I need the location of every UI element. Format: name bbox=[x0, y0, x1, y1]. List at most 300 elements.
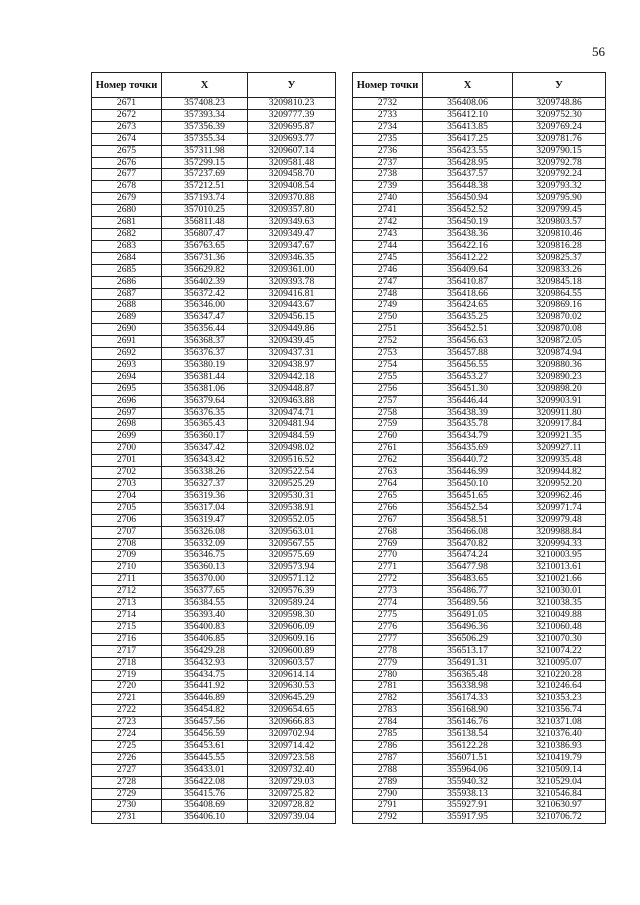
y-coordinate-cell: 3209349.63 bbox=[248, 217, 336, 229]
y-coordinate-cell: 3209725.82 bbox=[248, 788, 336, 800]
table-row bbox=[353, 609, 606, 621]
x-coordinate-cell: 356071.51 bbox=[423, 752, 513, 764]
y-coordinate-cell: 3209645.29 bbox=[248, 693, 336, 705]
point-number-cell: 2714 bbox=[92, 609, 162, 621]
x-coordinate-cell: 356347.47 bbox=[162, 312, 248, 324]
table-row bbox=[92, 217, 336, 229]
table-row bbox=[353, 395, 606, 407]
y-coordinate-cell: 3209935.48 bbox=[513, 455, 606, 467]
y-coordinate-cell: 3209603.57 bbox=[248, 657, 336, 669]
point-number-cell: 2706 bbox=[92, 514, 162, 526]
point-number-cell: 2695 bbox=[92, 383, 162, 395]
table-row bbox=[353, 252, 606, 264]
y-coordinate-cell: 3209890.23 bbox=[513, 371, 606, 383]
point-number-cell: 2737 bbox=[353, 157, 423, 169]
y-coordinate-cell: 3210038.35 bbox=[513, 598, 606, 610]
y-coordinate-cell: 3209666.83 bbox=[248, 717, 336, 729]
point-number-cell: 2738 bbox=[353, 169, 423, 181]
table-row bbox=[92, 502, 336, 514]
table-row bbox=[92, 752, 336, 764]
point-number-cell: 2761 bbox=[353, 443, 423, 455]
table-row bbox=[92, 395, 336, 407]
x-coordinate-cell: 356368.37 bbox=[162, 336, 248, 348]
point-number-cell: 2764 bbox=[353, 479, 423, 491]
point-number-cell: 2701 bbox=[92, 455, 162, 467]
y-coordinate-cell: 3209864.55 bbox=[513, 288, 606, 300]
y-coordinate-cell: 3209589.24 bbox=[248, 598, 336, 610]
y-coordinate-cell: 3209792.24 bbox=[513, 169, 606, 181]
y-coordinate-cell: 3209799.45 bbox=[513, 205, 606, 217]
table-row bbox=[92, 419, 336, 431]
y-coordinate-cell: 3209732.40 bbox=[248, 764, 336, 776]
x-coordinate-cell: 356456.59 bbox=[162, 729, 248, 741]
table-row bbox=[92, 598, 336, 610]
table-row bbox=[92, 729, 336, 741]
table-row bbox=[92, 407, 336, 419]
y-coordinate-cell: 3209408.54 bbox=[248, 181, 336, 193]
point-number-cell: 2715 bbox=[92, 621, 162, 633]
y-coordinate-cell: 3210371.08 bbox=[513, 717, 606, 729]
x-coordinate-cell: 357408.23 bbox=[162, 98, 248, 110]
x-coordinate-cell: 356629.82 bbox=[162, 264, 248, 276]
table-row bbox=[92, 455, 336, 467]
table-row bbox=[92, 443, 336, 455]
table-row bbox=[353, 562, 606, 574]
table-row bbox=[353, 800, 606, 812]
y-coordinate-cell: 3209449.86 bbox=[248, 324, 336, 336]
y-coordinate-cell: 3210070.30 bbox=[513, 633, 606, 645]
x-coordinate-cell: 356326.08 bbox=[162, 526, 248, 538]
x-coordinate-cell: 356452.54 bbox=[423, 502, 513, 514]
table-row bbox=[353, 98, 606, 110]
y-coordinate-cell: 3209563.01 bbox=[248, 526, 336, 538]
point-number-cell: 2742 bbox=[353, 217, 423, 229]
point-number-cell: 2749 bbox=[353, 300, 423, 312]
x-coordinate-cell: 356413.85 bbox=[423, 121, 513, 133]
x-coordinate-cell: 356338.98 bbox=[423, 681, 513, 693]
table-row bbox=[353, 752, 606, 764]
y-coordinate-cell: 3209463.88 bbox=[248, 395, 336, 407]
point-number-cell: 2682 bbox=[92, 228, 162, 240]
x-coordinate-cell: 356513.17 bbox=[423, 645, 513, 657]
x-coordinate-cell: 356422.16 bbox=[423, 240, 513, 252]
x-coordinate-cell: 356408.06 bbox=[423, 98, 513, 110]
point-number-cell: 2713 bbox=[92, 598, 162, 610]
point-number-cell: 2698 bbox=[92, 419, 162, 431]
point-number-cell: 2723 bbox=[92, 717, 162, 729]
x-coordinate-cell: 356370.00 bbox=[162, 574, 248, 586]
table-row bbox=[92, 371, 336, 383]
table-row bbox=[353, 490, 606, 502]
x-coordinate-cell: 356338.26 bbox=[162, 467, 248, 479]
point-number-cell: 2760 bbox=[353, 431, 423, 443]
table-row bbox=[92, 121, 336, 133]
table-row bbox=[353, 645, 606, 657]
table-row bbox=[92, 431, 336, 443]
y-coordinate-cell: 3210529.04 bbox=[513, 776, 606, 788]
table-row bbox=[353, 181, 606, 193]
point-number-cell: 2745 bbox=[353, 252, 423, 264]
x-coordinate-cell: 356452.51 bbox=[423, 324, 513, 336]
table-row bbox=[353, 705, 606, 717]
point-number-cell: 2789 bbox=[353, 776, 423, 788]
x-coordinate-cell: 356483.65 bbox=[423, 574, 513, 586]
point-number-cell: 2770 bbox=[353, 550, 423, 562]
table-row bbox=[353, 526, 606, 538]
point-number-cell: 2748 bbox=[353, 288, 423, 300]
header-y: У bbox=[513, 73, 606, 98]
x-coordinate-cell: 357299.15 bbox=[162, 157, 248, 169]
table-row bbox=[92, 228, 336, 240]
table-row bbox=[353, 228, 606, 240]
point-number-cell: 2729 bbox=[92, 788, 162, 800]
point-number-cell: 2756 bbox=[353, 383, 423, 395]
table-row bbox=[92, 693, 336, 705]
y-coordinate-cell: 3209481.94 bbox=[248, 419, 336, 431]
y-coordinate-cell: 3209607.14 bbox=[248, 145, 336, 157]
x-coordinate-cell: 356458.51 bbox=[423, 514, 513, 526]
table-row bbox=[353, 657, 606, 669]
point-number-cell: 2767 bbox=[353, 514, 423, 526]
y-coordinate-cell: 3209702.94 bbox=[248, 729, 336, 741]
table-row bbox=[353, 383, 606, 395]
point-number-cell: 2727 bbox=[92, 764, 162, 776]
table-row bbox=[353, 109, 606, 121]
x-coordinate-cell: 356450.94 bbox=[423, 193, 513, 205]
y-coordinate-cell: 3210246.64 bbox=[513, 681, 606, 693]
point-number-cell: 2763 bbox=[353, 467, 423, 479]
y-coordinate-cell: 3209609.16 bbox=[248, 633, 336, 645]
y-coordinate-cell: 3210356.74 bbox=[513, 705, 606, 717]
table-row bbox=[353, 586, 606, 598]
table-row bbox=[353, 598, 606, 610]
point-number-cell: 2705 bbox=[92, 502, 162, 514]
x-coordinate-cell: 355917.95 bbox=[423, 812, 513, 824]
y-coordinate-cell: 3209994.33 bbox=[513, 538, 606, 550]
x-coordinate-cell: 355927.91 bbox=[423, 800, 513, 812]
x-coordinate-cell: 356393.40 bbox=[162, 609, 248, 621]
table-row bbox=[353, 538, 606, 550]
point-number-cell: 2725 bbox=[92, 740, 162, 752]
table-row bbox=[92, 157, 336, 169]
x-coordinate-cell: 356409.64 bbox=[423, 264, 513, 276]
x-coordinate-cell: 356491.31 bbox=[423, 657, 513, 669]
y-coordinate-cell: 3209903.91 bbox=[513, 395, 606, 407]
table-row bbox=[92, 312, 336, 324]
point-number-cell: 2768 bbox=[353, 526, 423, 538]
y-coordinate-cell: 3209870.08 bbox=[513, 324, 606, 336]
point-number-cell: 2678 bbox=[92, 181, 162, 193]
table-row bbox=[92, 526, 336, 538]
table-row bbox=[92, 514, 336, 526]
x-coordinate-cell: 356346.75 bbox=[162, 550, 248, 562]
point-number-cell: 2755 bbox=[353, 371, 423, 383]
x-coordinate-cell: 357212.51 bbox=[162, 181, 248, 193]
x-coordinate-cell: 356457.56 bbox=[162, 717, 248, 729]
y-coordinate-cell: 3209979.48 bbox=[513, 514, 606, 526]
y-coordinate-cell: 3209790.15 bbox=[513, 145, 606, 157]
x-coordinate-cell: 356429.28 bbox=[162, 645, 248, 657]
table-row bbox=[353, 193, 606, 205]
point-number-cell: 2711 bbox=[92, 574, 162, 586]
y-coordinate-cell: 3209870.02 bbox=[513, 312, 606, 324]
point-number-cell: 2730 bbox=[92, 800, 162, 812]
point-number-cell: 2792 bbox=[353, 812, 423, 824]
table-row bbox=[353, 669, 606, 681]
y-coordinate-cell: 3210546.84 bbox=[513, 788, 606, 800]
y-coordinate-cell: 3209567.55 bbox=[248, 538, 336, 550]
point-number-cell: 2671 bbox=[92, 98, 162, 110]
y-coordinate-cell: 3209803.57 bbox=[513, 217, 606, 229]
table-row bbox=[92, 681, 336, 693]
y-coordinate-cell: 3209552.05 bbox=[248, 514, 336, 526]
point-number-cell: 2689 bbox=[92, 312, 162, 324]
y-coordinate-cell: 3210074.22 bbox=[513, 645, 606, 657]
y-coordinate-cell: 3209598.30 bbox=[248, 609, 336, 621]
y-coordinate-cell: 3209898.20 bbox=[513, 383, 606, 395]
point-number-cell: 2786 bbox=[353, 740, 423, 752]
point-number-cell: 2704 bbox=[92, 490, 162, 502]
y-coordinate-cell: 3209728.82 bbox=[248, 800, 336, 812]
point-number-cell: 2699 bbox=[92, 431, 162, 443]
y-coordinate-cell: 3209872.05 bbox=[513, 336, 606, 348]
y-coordinate-cell: 3209845.18 bbox=[513, 276, 606, 288]
point-number-cell: 2780 bbox=[353, 669, 423, 681]
x-coordinate-cell: 357193.74 bbox=[162, 193, 248, 205]
table-row bbox=[92, 633, 336, 645]
point-number-cell: 2722 bbox=[92, 705, 162, 717]
y-coordinate-cell: 3209693.77 bbox=[248, 133, 336, 145]
y-coordinate-cell: 3209357.80 bbox=[248, 205, 336, 217]
x-coordinate-cell: 355938.13 bbox=[423, 788, 513, 800]
y-coordinate-cell: 3209614.14 bbox=[248, 669, 336, 681]
point-number-cell: 2702 bbox=[92, 467, 162, 479]
x-coordinate-cell: 356434.75 bbox=[162, 669, 248, 681]
point-number-cell: 2719 bbox=[92, 669, 162, 681]
point-number-cell: 2778 bbox=[353, 645, 423, 657]
y-coordinate-cell: 3209442.18 bbox=[248, 371, 336, 383]
y-coordinate-cell: 3209810.46 bbox=[513, 228, 606, 240]
x-coordinate-cell: 356453.27 bbox=[423, 371, 513, 383]
table-row bbox=[92, 264, 336, 276]
point-number-cell: 2710 bbox=[92, 562, 162, 574]
x-coordinate-cell: 356506.29 bbox=[423, 633, 513, 645]
y-coordinate-cell: 3209781.76 bbox=[513, 133, 606, 145]
y-coordinate-cell: 3209874.94 bbox=[513, 348, 606, 360]
x-coordinate-cell: 357237.69 bbox=[162, 169, 248, 181]
y-coordinate-cell: 3209439.45 bbox=[248, 336, 336, 348]
y-coordinate-cell: 3209793.32 bbox=[513, 181, 606, 193]
table-row bbox=[92, 550, 336, 562]
point-number-cell: 2679 bbox=[92, 193, 162, 205]
table-row bbox=[353, 276, 606, 288]
y-coordinate-cell: 3209443.67 bbox=[248, 300, 336, 312]
coordinates-table-right bbox=[352, 72, 606, 824]
table-row bbox=[353, 467, 606, 479]
y-coordinate-cell: 3209347.67 bbox=[248, 240, 336, 252]
table-row bbox=[92, 324, 336, 336]
table-row bbox=[92, 645, 336, 657]
x-coordinate-cell: 355964.06 bbox=[423, 764, 513, 776]
table-row bbox=[353, 169, 606, 181]
x-coordinate-cell: 356441.92 bbox=[162, 681, 248, 693]
table-row bbox=[353, 550, 606, 562]
x-coordinate-cell: 356489.56 bbox=[423, 598, 513, 610]
x-coordinate-cell: 356380.19 bbox=[162, 359, 248, 371]
table-row bbox=[92, 288, 336, 300]
y-coordinate-cell: 3209825.37 bbox=[513, 252, 606, 264]
x-coordinate-cell: 356451.30 bbox=[423, 383, 513, 395]
point-number-cell: 2690 bbox=[92, 324, 162, 336]
y-coordinate-cell: 3209917.84 bbox=[513, 419, 606, 431]
point-number-cell: 2675 bbox=[92, 145, 162, 157]
x-coordinate-cell: 356448.38 bbox=[423, 181, 513, 193]
x-coordinate-cell: 356347.42 bbox=[162, 443, 248, 455]
y-coordinate-cell: 3209538.91 bbox=[248, 502, 336, 514]
table-row bbox=[353, 431, 606, 443]
point-number-cell: 2712 bbox=[92, 586, 162, 598]
point-number-cell: 2781 bbox=[353, 681, 423, 693]
x-coordinate-cell: 356438.36 bbox=[423, 228, 513, 240]
table-row bbox=[353, 455, 606, 467]
point-number-cell: 2703 bbox=[92, 479, 162, 491]
table-row bbox=[92, 181, 336, 193]
table-row bbox=[353, 764, 606, 776]
y-coordinate-cell: 3209869.16 bbox=[513, 300, 606, 312]
point-number-cell: 2693 bbox=[92, 359, 162, 371]
point-number-cell: 2787 bbox=[353, 752, 423, 764]
table-row bbox=[92, 800, 336, 812]
table-row bbox=[353, 574, 606, 586]
table-row bbox=[92, 169, 336, 181]
point-number-cell: 2790 bbox=[353, 788, 423, 800]
point-number-cell: 2718 bbox=[92, 657, 162, 669]
table-row bbox=[92, 538, 336, 550]
point-number-cell: 2783 bbox=[353, 705, 423, 717]
x-coordinate-cell: 356381.44 bbox=[162, 371, 248, 383]
x-coordinate-cell: 356446.99 bbox=[423, 467, 513, 479]
y-coordinate-cell: 3209448.87 bbox=[248, 383, 336, 395]
x-coordinate-cell: 356319.47 bbox=[162, 514, 248, 526]
x-coordinate-cell: 356360.17 bbox=[162, 431, 248, 443]
x-coordinate-cell: 356376.37 bbox=[162, 348, 248, 360]
table-row bbox=[353, 205, 606, 217]
table-row bbox=[92, 740, 336, 752]
y-coordinate-cell: 3209816.28 bbox=[513, 240, 606, 252]
y-coordinate-cell: 3209921.35 bbox=[513, 431, 606, 443]
point-number-cell: 2733 bbox=[353, 109, 423, 121]
table-row bbox=[353, 288, 606, 300]
x-coordinate-cell: 356454.82 bbox=[162, 705, 248, 717]
point-number-cell: 2684 bbox=[92, 252, 162, 264]
x-coordinate-cell: 356477.98 bbox=[423, 562, 513, 574]
point-number-cell: 2773 bbox=[353, 586, 423, 598]
table-row bbox=[353, 371, 606, 383]
x-coordinate-cell: 356434.79 bbox=[423, 431, 513, 443]
point-number-cell: 2716 bbox=[92, 633, 162, 645]
y-coordinate-cell: 3210386.93 bbox=[513, 740, 606, 752]
x-coordinate-cell: 356445.55 bbox=[162, 752, 248, 764]
x-coordinate-cell: 356457.88 bbox=[423, 348, 513, 360]
point-number-cell: 2672 bbox=[92, 109, 162, 121]
table-row bbox=[353, 240, 606, 252]
point-number-cell: 2731 bbox=[92, 812, 162, 824]
table-row bbox=[92, 479, 336, 491]
table-row bbox=[353, 312, 606, 324]
x-coordinate-cell: 356807.47 bbox=[162, 228, 248, 240]
header-x: X bbox=[162, 73, 248, 98]
page-number: 56 bbox=[592, 44, 605, 59]
table-row bbox=[353, 514, 606, 526]
header-point-number: Номер точки bbox=[92, 73, 162, 98]
x-coordinate-cell: 356423.55 bbox=[423, 145, 513, 157]
table-row bbox=[353, 740, 606, 752]
table-row bbox=[92, 252, 336, 264]
point-number-cell: 2717 bbox=[92, 645, 162, 657]
x-coordinate-cell: 356332.09 bbox=[162, 538, 248, 550]
table-row bbox=[353, 300, 606, 312]
table-row bbox=[353, 443, 606, 455]
table-row bbox=[92, 764, 336, 776]
x-coordinate-cell: 356402.39 bbox=[162, 276, 248, 288]
point-number-cell: 2673 bbox=[92, 121, 162, 133]
x-coordinate-cell: 357393.34 bbox=[162, 109, 248, 121]
y-coordinate-cell: 3209962.46 bbox=[513, 490, 606, 502]
table-row bbox=[353, 359, 606, 371]
y-coordinate-cell: 3209498.02 bbox=[248, 443, 336, 455]
y-coordinate-cell: 3210030.01 bbox=[513, 586, 606, 598]
table-row bbox=[353, 788, 606, 800]
y-coordinate-cell: 3209739.04 bbox=[248, 812, 336, 824]
table-header-row bbox=[353, 73, 606, 98]
x-coordinate-cell: 356174.33 bbox=[423, 693, 513, 705]
point-number-cell: 2759 bbox=[353, 419, 423, 431]
table-row bbox=[92, 109, 336, 121]
table-row bbox=[353, 121, 606, 133]
x-coordinate-cell: 356122.28 bbox=[423, 740, 513, 752]
point-number-cell: 2747 bbox=[353, 276, 423, 288]
point-number-cell: 2694 bbox=[92, 371, 162, 383]
x-coordinate-cell: 356428.95 bbox=[423, 157, 513, 169]
point-number-cell: 2724 bbox=[92, 729, 162, 741]
table-row bbox=[92, 467, 336, 479]
y-coordinate-cell: 3209370.88 bbox=[248, 193, 336, 205]
point-number-cell: 2685 bbox=[92, 264, 162, 276]
table-header-row bbox=[92, 73, 336, 98]
x-coordinate-cell: 357010.25 bbox=[162, 205, 248, 217]
point-number-cell: 2766 bbox=[353, 502, 423, 514]
x-coordinate-cell: 356365.48 bbox=[423, 669, 513, 681]
point-number-cell: 2681 bbox=[92, 217, 162, 229]
table-row bbox=[92, 359, 336, 371]
x-coordinate-cell: 356417.25 bbox=[423, 133, 513, 145]
y-coordinate-cell: 3209525.29 bbox=[248, 479, 336, 491]
point-number-cell: 2740 bbox=[353, 193, 423, 205]
table-row bbox=[92, 621, 336, 633]
table-row bbox=[353, 812, 606, 824]
x-coordinate-cell: 356168.90 bbox=[423, 705, 513, 717]
table-row bbox=[353, 133, 606, 145]
point-number-cell: 2692 bbox=[92, 348, 162, 360]
table-row bbox=[92, 98, 336, 110]
table-row bbox=[92, 788, 336, 800]
y-coordinate-cell: 3209723.58 bbox=[248, 752, 336, 764]
x-coordinate-cell: 356406.10 bbox=[162, 812, 248, 824]
point-number-cell: 2734 bbox=[353, 121, 423, 133]
point-number-cell: 2728 bbox=[92, 776, 162, 788]
y-coordinate-cell: 3210013.61 bbox=[513, 562, 606, 574]
table-row bbox=[92, 776, 336, 788]
